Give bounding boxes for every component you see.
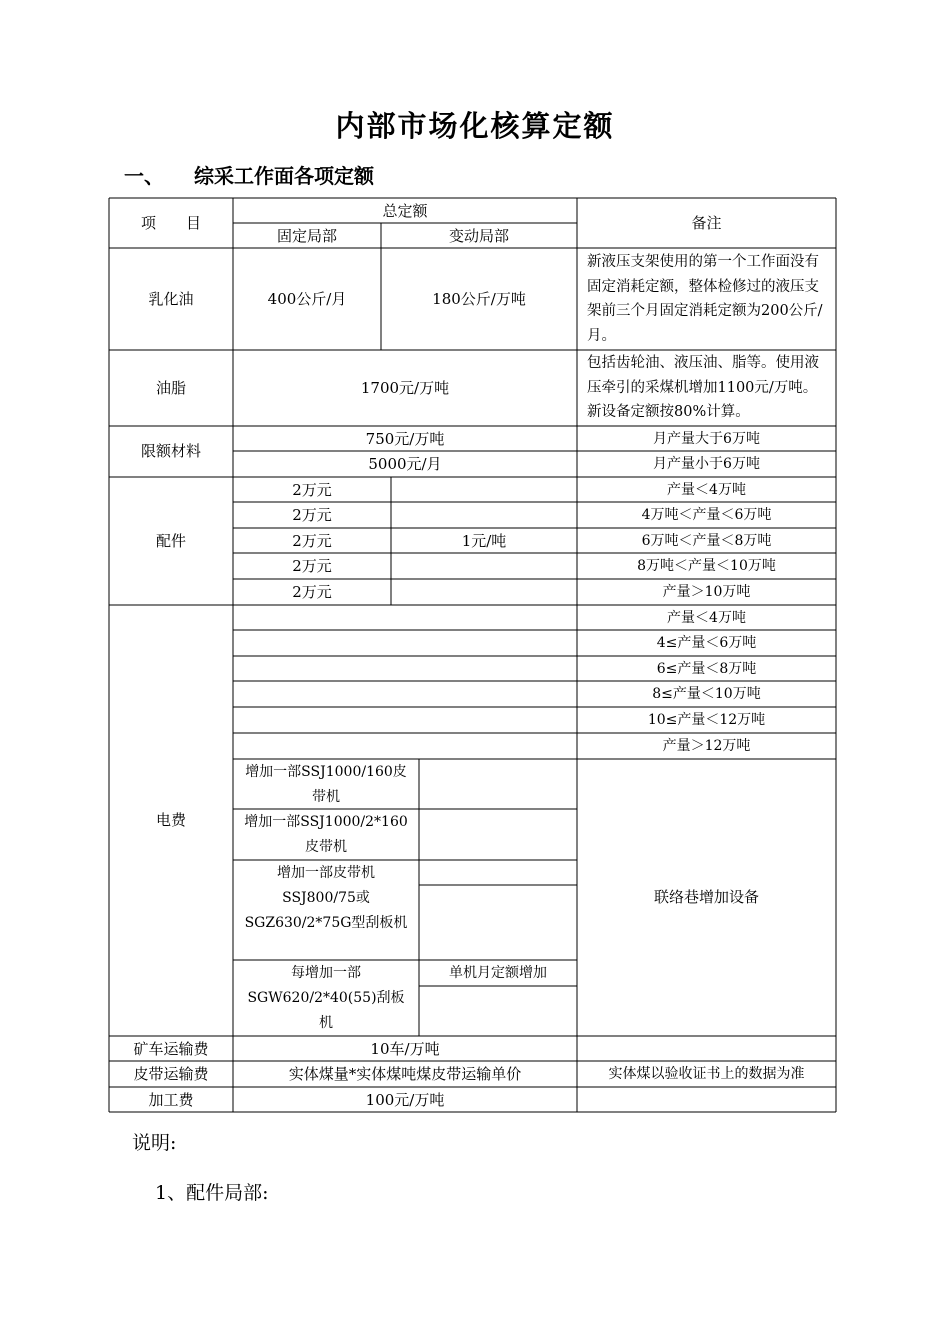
power-equipment: 增加一部皮带机SSJ800/75或SGZ630/2*75G型刮板机 <box>244 865 408 931</box>
power-remark: 8≤产量＜10万吨 <box>652 686 761 702</box>
section-label: 综采工作面各项定额 <box>194 164 374 188</box>
power-equipment: 增加一部SSJ1000/160皮带机 <box>245 764 407 805</box>
row-name-minecar: 矿车运输费 <box>133 1040 209 1058</box>
belt-total: 实体煤量*实体煤吨煤皮带运输单价 <box>288 1065 522 1083</box>
minecar-total: 10车/万吨 <box>370 1040 440 1058</box>
power-remark: 10≤产量＜12万吨 <box>647 712 766 728</box>
row-name-parts: 配件 <box>155 532 186 550</box>
emulsion-fixed: 400公斤/月 <box>267 290 347 308</box>
power-remark: 产量＞12万吨 <box>662 738 751 754</box>
belt-remark: 实体煤以验收证书上的数据为准 <box>608 1066 805 1082</box>
parts-variable: 1元/吨 <box>461 532 507 550</box>
parts-remark: 产量＞10万吨 <box>662 584 751 600</box>
parts-remark: 产量＜4万吨 <box>667 482 746 498</box>
limited-remark-2: 月产量小于6万吨 <box>653 456 760 472</box>
power-remark: 6≤产量＜8万吨 <box>656 661 757 677</box>
parts-fixed: 2万元 <box>292 557 332 575</box>
header-remark: 备注 <box>691 214 722 232</box>
emulsion-remark: 新液压支架使用的第一个工作面没有固定消耗定额，整体检修过的液压支架前三个月固定消耗定额为200公斤/月。 <box>587 254 823 344</box>
power-remark: 4≤产量＜6万吨 <box>656 635 757 651</box>
section-number: 一、 <box>124 164 164 188</box>
header-total: 总定额 <box>382 202 428 220</box>
power-equipment: 增加一部SSJ1000/2*160皮带机 <box>244 814 408 855</box>
limited-remark-1: 月产量大于6万吨 <box>653 431 760 447</box>
header-variable: 变动局部 <box>448 227 509 245</box>
power-equipment-extra: 单机月定额增加 <box>449 965 547 981</box>
row-name-belt: 皮带运输费 <box>133 1065 209 1083</box>
page-title: 内部市场化核算定额 <box>335 109 615 143</box>
parts-fixed: 2万元 <box>292 583 332 601</box>
power-equipment: 每增加一部SGW620/2*40(55)刮板机 <box>247 965 405 1031</box>
row-name-grease: 油脂 <box>155 379 186 397</box>
parts-fixed: 2万元 <box>292 481 332 499</box>
row-name-processing: 加工费 <box>148 1091 194 1109</box>
header-fixed: 固定局部 <box>276 227 337 245</box>
parts-fixed: 2万元 <box>292 506 332 524</box>
limited-value-2: 5000元/月 <box>368 455 442 473</box>
notes-heading: 说明: <box>132 1132 177 1154</box>
parts-remark: 6万吨＜产量＜8万吨 <box>641 533 772 549</box>
limited-value-1: 750元/万吨 <box>365 430 445 448</box>
emulsion-variable: 180公斤/万吨 <box>432 290 526 308</box>
parts-remark: 8万吨＜产量＜10万吨 <box>637 558 776 574</box>
notes-item-1: 1、配件局部: <box>155 1182 269 1204</box>
grease-total: 1700元/万吨 <box>360 379 450 397</box>
row-name-power: 电费 <box>155 811 186 829</box>
row-name-limited: 限额材料 <box>140 442 201 460</box>
parts-fixed: 2万元 <box>292 532 332 550</box>
parts-remark: 4万吨＜产量＜6万吨 <box>641 507 772 523</box>
header-item: 项 目 <box>140 214 201 232</box>
processing-total: 100元/万吨 <box>365 1091 445 1109</box>
power-equipment-remark: 联络巷增加设备 <box>653 888 759 906</box>
power-remark: 产量＜4万吨 <box>667 610 746 626</box>
row-name-emulsion: 乳化油 <box>148 290 194 308</box>
grease-remark: 包括齿轮油、液压油、脂等。使用液压牵引的采煤机增加1100元/万吨。新设备定额按80%计算。 <box>587 355 819 420</box>
